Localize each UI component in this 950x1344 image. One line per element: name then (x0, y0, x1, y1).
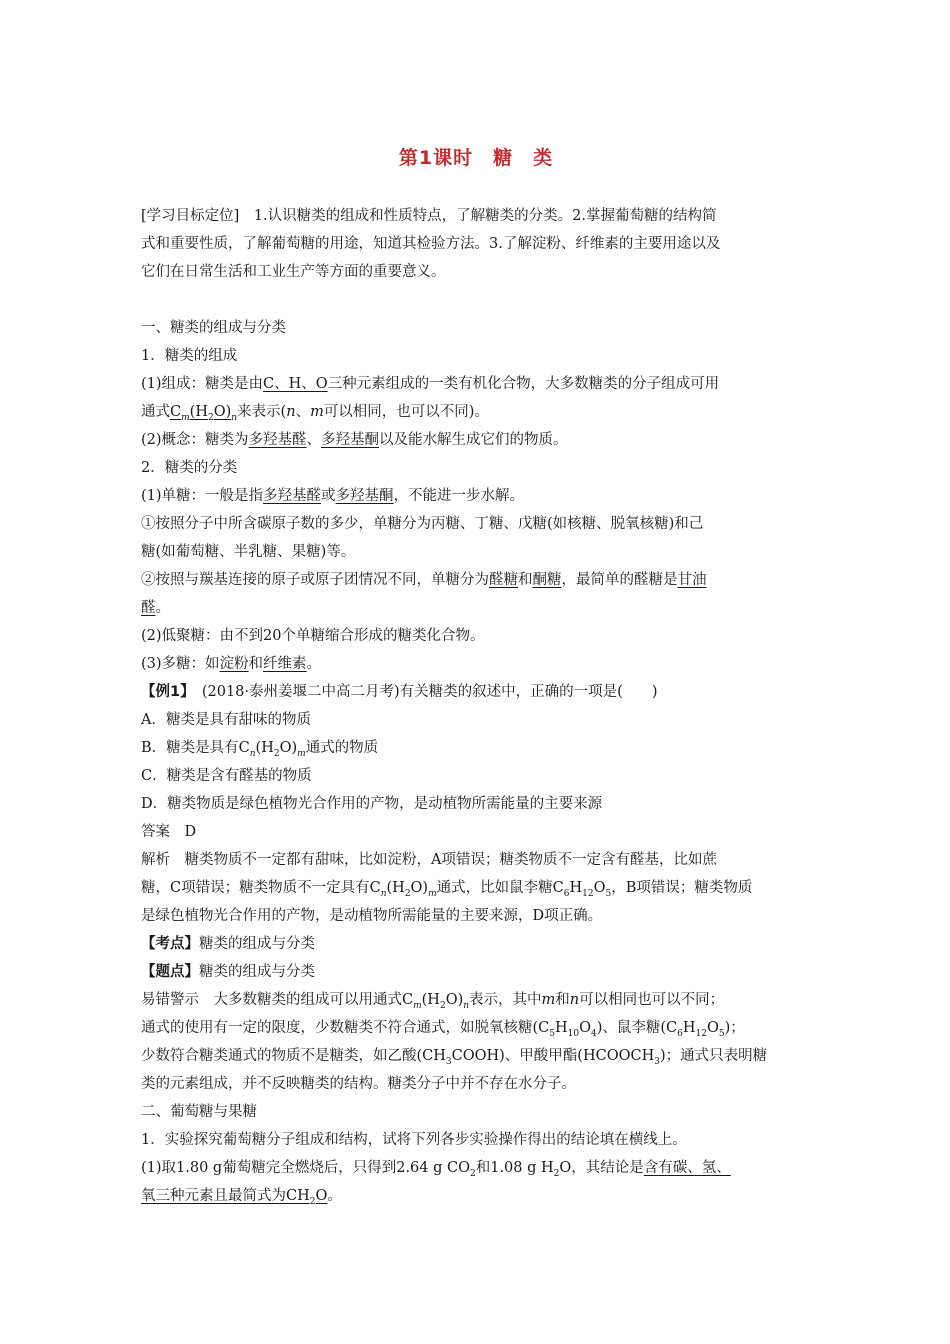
polysaccharide-line: (3)多糖：如淀粉和纤维素。 (141, 656, 322, 672)
experiment-step-1-line-1: (1)取1.80 g葡萄糖完全燃烧后，只得到2.64 g $CO_2$和1.08 g $H_2O$，其结论是含有碳、氢、 (141, 1160, 731, 1179)
example-stem: 【例1】 (2018·泰州姜堰二中高二月考)有关糖类的叙述中，正确的一项是( ) (141, 684, 658, 700)
blank-answer: 氧三种元素且最简式为$CH_2O$ (141, 1188, 328, 1207)
blank-answer-formula: $C_m(H_2O)_n$ (170, 404, 238, 423)
blank-answer: 醛 (141, 600, 156, 616)
carbonyl-line-2: 醛。 (141, 600, 170, 616)
oligosaccharide-line: (2)低聚糖：由不到20个单糖缩合形成的糖类化合物。 (141, 628, 485, 644)
carbon-count-line-2: 糖(如葡萄糖、半乳糖、果糖)等。 (141, 544, 356, 560)
blank-answer: 含有碳、氢、 (643, 1160, 731, 1176)
answer-line: 答案 D (141, 824, 197, 840)
learning-goal-line-3: 它们在日常生活和工业生产等方面的重要意义。 (141, 264, 446, 280)
explanation-line-3: 是绿色植物光合作用的产物，是动植物所需能量的主要来源，D项正确。 (141, 908, 603, 924)
experiment-step-1-line-2: 氧三种元素且最简式为$CH_2O$。 (141, 1188, 342, 1207)
blank-answer: 多羟基醛 (263, 488, 322, 504)
option-b: B．糖类是具有$C_n(H_2O)_m$通式的物质 (141, 740, 379, 759)
carbonyl-line-1: ②按照与羰基连接的原子或原子团情况不同，单糖分为醛糖和酮糖，最简单的醛糖是甘油 (141, 572, 707, 588)
warning-line-2: 通式的使用有一定的限度，少数糖类不符合通式，如脱氧核糖$(C_5H_{10}O_4)$、鼠李糖$(C_6H_{12}O_5)$； (141, 1020, 745, 1039)
subheading-composition: 1．糖类的组成 (141, 348, 238, 364)
learning-goal-line-2: 式和重要性质，了解葡萄糖的用途，知道其检验方法。3.了解淀粉、纤维素的主要用途以及 (141, 236, 721, 252)
learning-goal-line-1: [学习目标定位] 1.认识糖类的组成和性质特点，了解糖类的分类。2.掌握葡萄糖的结构简 (141, 208, 717, 224)
explanation-line-1: 解析 糖类物质不一定都有甜味，比如淀粉，A项错误；糖类物质不一定含有醛基，比如蔗 (141, 852, 717, 868)
warning-line-1: 易错警示 大多数糖类的组成可以用通式$C_m(H_2O)_n$表示，其中m和n可以相同也可以不同； (141, 992, 725, 1011)
experiment-intro: 1．实验探究葡萄糖分子组成和结构，试将下列各步实验操作得出的结论填在横线上。 (141, 1132, 687, 1148)
subheading-classification: 2．糖类的分类 (141, 460, 238, 476)
composition-line-1: (1)组成：糖类是由C、H、O三种元素组成的一类有机化合物，大多数糖类的分子组成可用 (141, 376, 720, 392)
document-page (141, 140, 811, 1210)
blank-answer: 醛糖 (489, 572, 518, 588)
example-label: 【例1】 (141, 684, 188, 700)
section-2-heading: 二、葡萄糖与果糖 (141, 1104, 257, 1120)
option-c: C．糖类是含有醛基的物质 (141, 768, 312, 784)
question-point: 【题点】糖类的组成与分类 (141, 964, 315, 980)
page-title: 第1课时 糖 类 (398, 147, 554, 169)
blank-answer: 淀粉 (219, 656, 249, 672)
warning-line-3: 少数符合糖类通式的物质不是糖类，如乙酸$(CH_3COOH)$、甲酸甲酯$(HCOOCH_3)$；通式只表明糖 (141, 1048, 768, 1067)
blank-answer: C、H、O (263, 376, 328, 392)
carbon-count-line-1: ①按照分子中所含碳原子数的多少，单糖分为丙糖、丁糖、戊糖(如核糖、脱氧核糖)和己 (141, 516, 704, 532)
explanation-line-2: 糖，C项错误；糖类物质不一定具有$C_n(H_2O)_m$通式，比如鼠李糖$C_6H_{12}O_5$，B项错误；糖类物质 (141, 880, 753, 899)
knowledge-point: 【考点】糖类的组成与分类 (141, 936, 315, 952)
spacer (141, 286, 811, 314)
option-a: A．糖类是具有甜味的物质 (141, 712, 311, 728)
monosaccharide-line: (1)单糖：一般是指多羟基醛或多羟基酮，不能进一步水解。 (141, 488, 525, 504)
blank-answer: 多羟基醛 (248, 432, 307, 448)
blank-answer: 酮糖 (532, 572, 562, 588)
blank-answer: 甘油 (677, 572, 707, 588)
option-d: D．糖类物质是绿色植物光合作用的产物，是动植物所需能量的主要来源 (141, 796, 603, 812)
concept-line: (2)概念：糖类为多羟基醛、多羟基酮以及能水解生成它们的物质。 (141, 432, 568, 448)
blank-answer: 多羟基酮 (335, 488, 394, 504)
warning-line-4: 类的元素组成，并不反映糖类的结构。糖类分子中并不存在水分子。 (141, 1076, 576, 1092)
section-1-heading: 一、糖类的组成与分类 (141, 320, 286, 336)
composition-line-2: 通式$C_m(H_2O)_n$来表示(n、m可以相同，也可以不同)。 (141, 404, 489, 423)
blank-answer: 多羟基酮 (321, 432, 380, 448)
blank-answer: 纤维素 (263, 656, 307, 672)
